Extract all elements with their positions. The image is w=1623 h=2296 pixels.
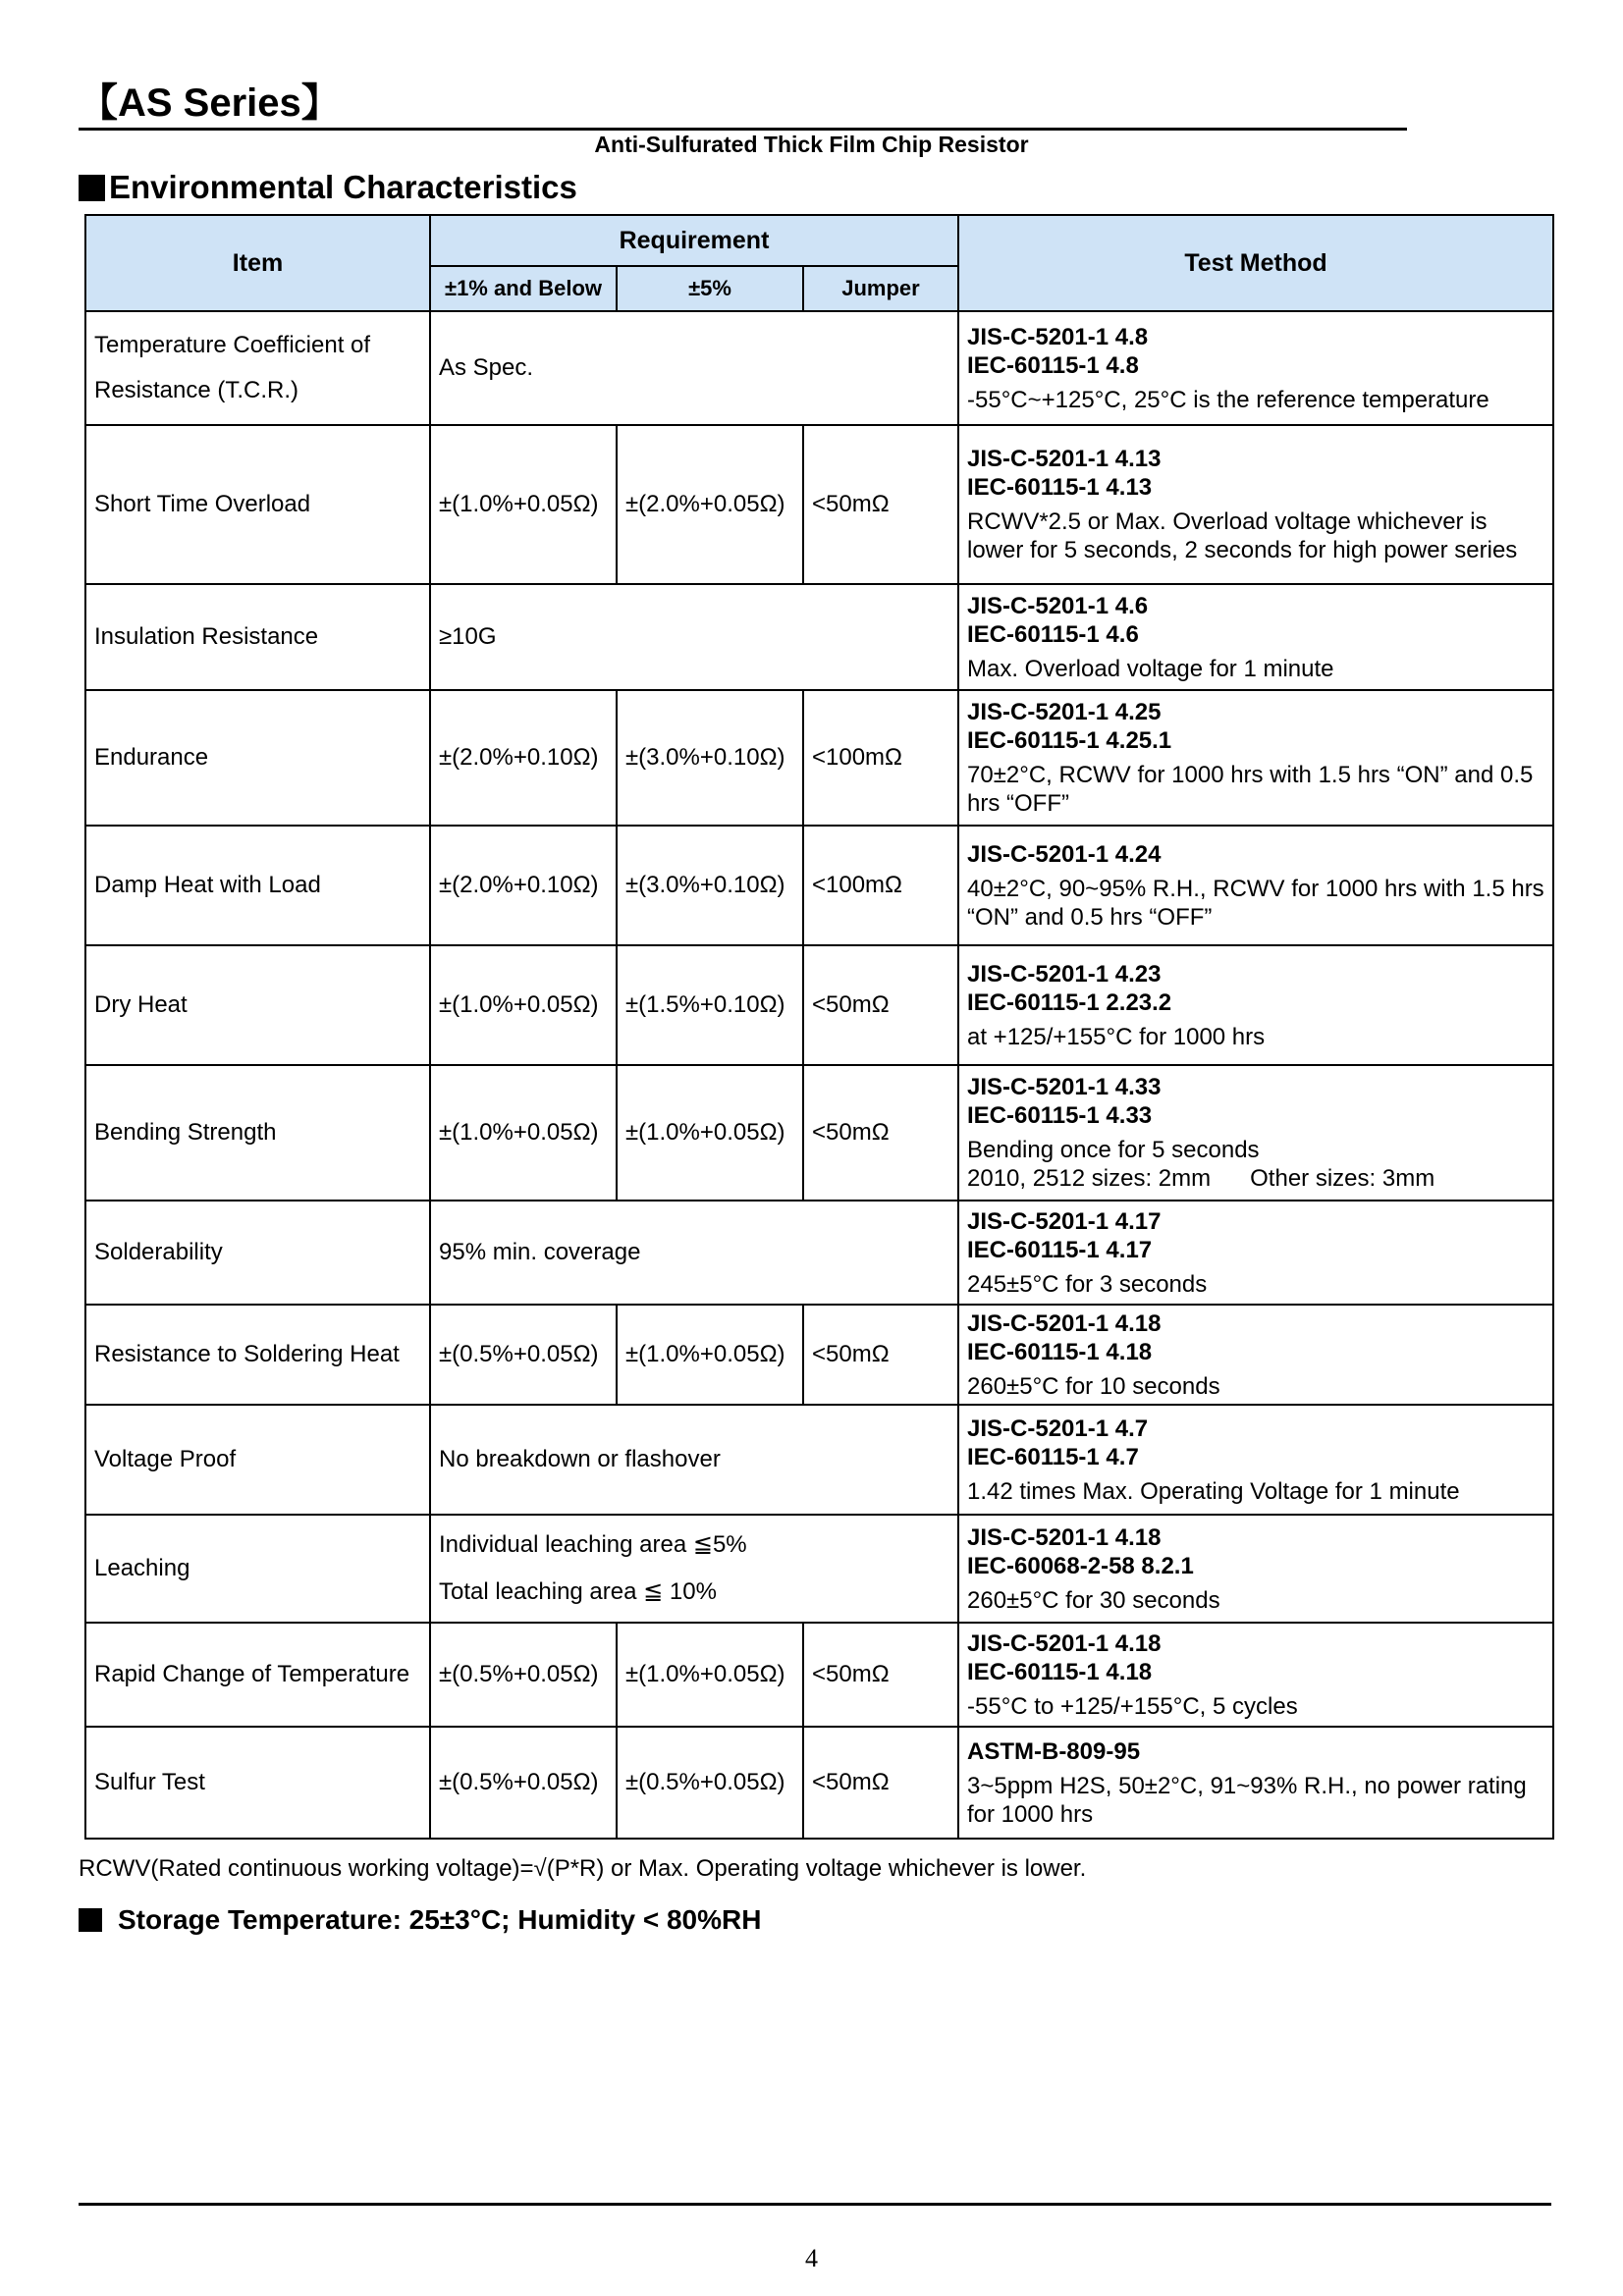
test-condition: 3~5ppm H2S, 50±2°C, 91~93% R.H., no power rating for 1000 hrs — [967, 1772, 1534, 1828]
item-cell: Sulfur Test — [85, 1727, 430, 1839]
tolerance-1pct-cell: ±(2.0%+0.10Ω) — [430, 690, 617, 826]
standard-reference: IEC-60115-1 4.33 — [967, 1102, 1153, 1129]
test-condition: 260±5°C for 10 seconds — [967, 1372, 1220, 1400]
standard-reference: JIS-C-5201-1 4.18 — [967, 1629, 1162, 1657]
standard-reference: JIS-C-5201-1 4.18 — [967, 1523, 1162, 1551]
jumper-cell: <100mΩ — [803, 690, 958, 826]
test-method-cell — [958, 945, 1553, 1065]
footer-divider — [79, 2203, 1551, 2206]
item-cell: Leaching — [85, 1515, 430, 1623]
requirement-cell: ≥10G — [430, 584, 958, 690]
series-title: 【AS Series】 — [79, 80, 1407, 131]
table-row — [85, 826, 1553, 945]
jumper-cell: <100mΩ — [803, 826, 958, 945]
test-condition: Bending once for 5 seconds 2010, 2512 sizes: 2mm Other sizes: 3mm — [967, 1137, 1435, 1192]
tolerance-5pct-cell: ±(3.0%+0.10Ω) — [617, 690, 803, 826]
header-test-method: Test Method — [958, 215, 1553, 311]
test-condition: at +125/+155°C for 1000 hrs — [967, 1023, 1266, 1050]
standard-reference: IEC-60115-1 4.13 — [967, 474, 1153, 501]
standard-reference: IEC-60115-1 4.8 — [967, 351, 1139, 379]
jumper-cell: <50mΩ — [803, 945, 958, 1065]
square-bullet-icon — [79, 1908, 102, 1932]
standard-reference: JIS-C-5201-1 4.33 — [967, 1074, 1162, 1100]
test-method-cell — [958, 425, 1553, 584]
test-condition: 245±5°C for 3 seconds — [967, 1270, 1208, 1298]
tolerance-1pct-cell: ±(0.5%+0.05Ω) — [430, 1623, 617, 1727]
standard-reference: JIS-C-5201-1 4.13 — [967, 446, 1162, 472]
item-cell: Dry Heat — [85, 945, 430, 1065]
tolerance-1pct-cell: ±(1.0%+0.05Ω) — [430, 945, 617, 1065]
item-cell: Short Time Overload — [85, 425, 430, 584]
standard-reference: IEC-60115-1 4.18 — [967, 1658, 1153, 1685]
tolerance-5pct-cell: ±(1.0%+0.05Ω) — [617, 1623, 803, 1727]
table-row — [85, 1623, 1553, 1727]
item-cell: Bending Strength — [85, 1065, 430, 1201]
standard-reference: JIS-C-5201-1 4.24 — [967, 840, 1162, 868]
standard-reference: JIS-C-5201-1 4.18 — [967, 1309, 1162, 1337]
environmental-characteristics-table — [84, 214, 1554, 1840]
header-tolerance-1pct: ±1% and Below — [430, 266, 617, 311]
table-row — [85, 1405, 1553, 1515]
item-cell: Insulation Resistance — [85, 584, 430, 690]
test-method-cell — [958, 1727, 1553, 1839]
tolerance-5pct-cell: ±(0.5%+0.05Ω) — [617, 1727, 803, 1839]
item-cell: Rapid Change of Temperature — [85, 1623, 430, 1727]
standard-reference: IEC-60115-1 4.7 — [967, 1443, 1139, 1470]
requirement-line: Individual leaching area ≦5% — [439, 1531, 747, 1558]
test-method-cell — [958, 311, 1553, 425]
table-row — [85, 311, 1553, 425]
standard-reference: ASTM-B-809-95 — [967, 1737, 1141, 1765]
storage-text: Storage Temperature: 25±3°C; Humidity < 80%RH — [118, 1904, 762, 1935]
test-method-cell — [958, 1623, 1553, 1727]
header-jumper: Jumper — [803, 266, 958, 311]
standard-reference: JIS-C-5201-1 4.23 — [967, 960, 1162, 988]
header-requirement: Requirement — [430, 215, 958, 266]
page-number: 4 — [805, 2244, 818, 2272]
test-condition: RCWV*2.5 or Max. Overload voltage whichever is lower for 5 seconds, 2 seconds for high power series — [967, 508, 1518, 563]
tolerance-1pct-cell: ±(0.5%+0.05Ω) — [430, 1727, 617, 1839]
header-tolerance-5pct: ±5% — [617, 266, 803, 311]
jumper-cell: <50mΩ — [803, 1623, 958, 1727]
table-row — [85, 1727, 1553, 1839]
item-cell: Voltage Proof — [85, 1405, 430, 1515]
table-row — [85, 945, 1553, 1065]
test-condition: 260±5°C for 30 seconds — [967, 1586, 1220, 1614]
table-row — [85, 425, 1553, 584]
test-method-cell — [958, 826, 1553, 945]
tolerance-5pct-cell: ±(3.0%+0.10Ω) — [617, 826, 803, 945]
requirement-line: Total leaching area ≦ 10% — [439, 1578, 717, 1605]
test-condition: -55°C~+125°C, 25°C is the reference temperature — [967, 386, 1489, 413]
requirement-cell: No breakdown or flashover — [430, 1405, 958, 1515]
table-row — [85, 584, 1553, 690]
requirement-cell — [430, 1515, 958, 1623]
jumper-cell: <50mΩ — [803, 425, 958, 584]
standard-reference: IEC-60115-1 2.23.2 — [967, 988, 1172, 1016]
header-item: Item — [85, 215, 430, 311]
standard-reference: JIS-C-5201-1 4.25 — [967, 699, 1162, 725]
standard-reference: JIS-C-5201-1 4.6 — [967, 592, 1149, 619]
tolerance-5pct-cell: ±(2.0%+0.05Ω) — [617, 425, 803, 584]
standard-reference: IEC-60115-1 4.6 — [967, 620, 1139, 648]
standard-reference: IEC-60115-1 4.25.1 — [967, 727, 1172, 754]
test-method-cell — [958, 1201, 1553, 1305]
standard-reference: JIS-C-5201-1 4.17 — [967, 1207, 1162, 1235]
test-method-cell — [958, 1515, 1553, 1623]
jumper-cell: <50mΩ — [803, 1727, 958, 1839]
standard-reference: JIS-C-5201-1 4.7 — [967, 1415, 1149, 1442]
test-method-cell — [958, 1405, 1553, 1515]
test-method-cell — [958, 1065, 1553, 1201]
table-row — [85, 1065, 1553, 1201]
section-title: Environmental Characteristics — [109, 169, 577, 205]
tolerance-5pct-cell: ±(1.0%+0.05Ω) — [617, 1065, 803, 1201]
standard-reference: IEC-60115-1 4.18 — [967, 1338, 1153, 1365]
square-bullet-icon — [79, 175, 105, 201]
standard-reference: IEC-60068-2-58 8.2.1 — [967, 1552, 1194, 1579]
standard-reference: JIS-C-5201-1 4.8 — [967, 323, 1149, 350]
product-subtitle: Anti-Sulfurated Thick Film Chip Resistor — [594, 132, 1029, 157]
test-condition: Max. Overload voltage for 1 minute — [967, 655, 1334, 682]
test-condition: 40±2°C, 90~95% R.H., RCWV for 1000 hrs with 1.5 hrs “ON” and 0.5 hrs “OFF” — [967, 875, 1551, 931]
jumper-cell: <50mΩ — [803, 1065, 958, 1201]
rcwv-footnote: RCWV(Rated continuous working voltage)=√(P*R) or Max. Operating voltage whichever is lower. — [79, 1855, 1087, 1882]
item-cell: Temperature Coefficient of Resistance (T.C.R.) — [85, 311, 430, 425]
item-cell: Damp Heat with Load — [85, 826, 430, 945]
requirement-cell: 95% min. coverage — [430, 1201, 958, 1305]
tolerance-1pct-cell: ±(0.5%+0.05Ω) — [430, 1305, 617, 1405]
tolerance-1pct-cell: ±(2.0%+0.10Ω) — [430, 826, 617, 945]
requirement-cell: As Spec. — [430, 311, 958, 425]
item-cell: Resistance to Soldering Heat — [85, 1305, 430, 1405]
tolerance-1pct-cell: ±(1.0%+0.05Ω) — [430, 1065, 617, 1201]
standard-reference: IEC-60115-1 4.17 — [967, 1236, 1153, 1263]
test-condition: -55°C to +125/+155°C, 5 cycles — [967, 1692, 1298, 1720]
jumper-cell: <50mΩ — [803, 1305, 958, 1405]
table-row — [85, 1515, 1553, 1623]
section-heading — [79, 169, 577, 206]
tolerance-5pct-cell: ±(1.0%+0.05Ω) — [617, 1305, 803, 1405]
table-row — [85, 1305, 1553, 1405]
tolerance-5pct-cell: ±(1.5%+0.10Ω) — [617, 945, 803, 1065]
test-condition: 1.42 times Max. Operating Voltage for 1 minute — [967, 1477, 1460, 1505]
item-cell: Endurance — [85, 690, 430, 826]
table-row — [85, 690, 1553, 826]
test-method-cell — [958, 690, 1553, 826]
item-cell: Solderability — [85, 1201, 430, 1305]
storage-conditions — [79, 1904, 761, 1936]
test-condition: 70±2°C, RCWV for 1000 hrs with 1.5 hrs “ON” and 0.5 hrs “OFF” — [967, 762, 1540, 817]
test-method-cell — [958, 1305, 1553, 1405]
tolerance-1pct-cell: ±(1.0%+0.05Ω) — [430, 425, 617, 584]
test-method-cell — [958, 584, 1553, 690]
table-row — [85, 1201, 1553, 1305]
